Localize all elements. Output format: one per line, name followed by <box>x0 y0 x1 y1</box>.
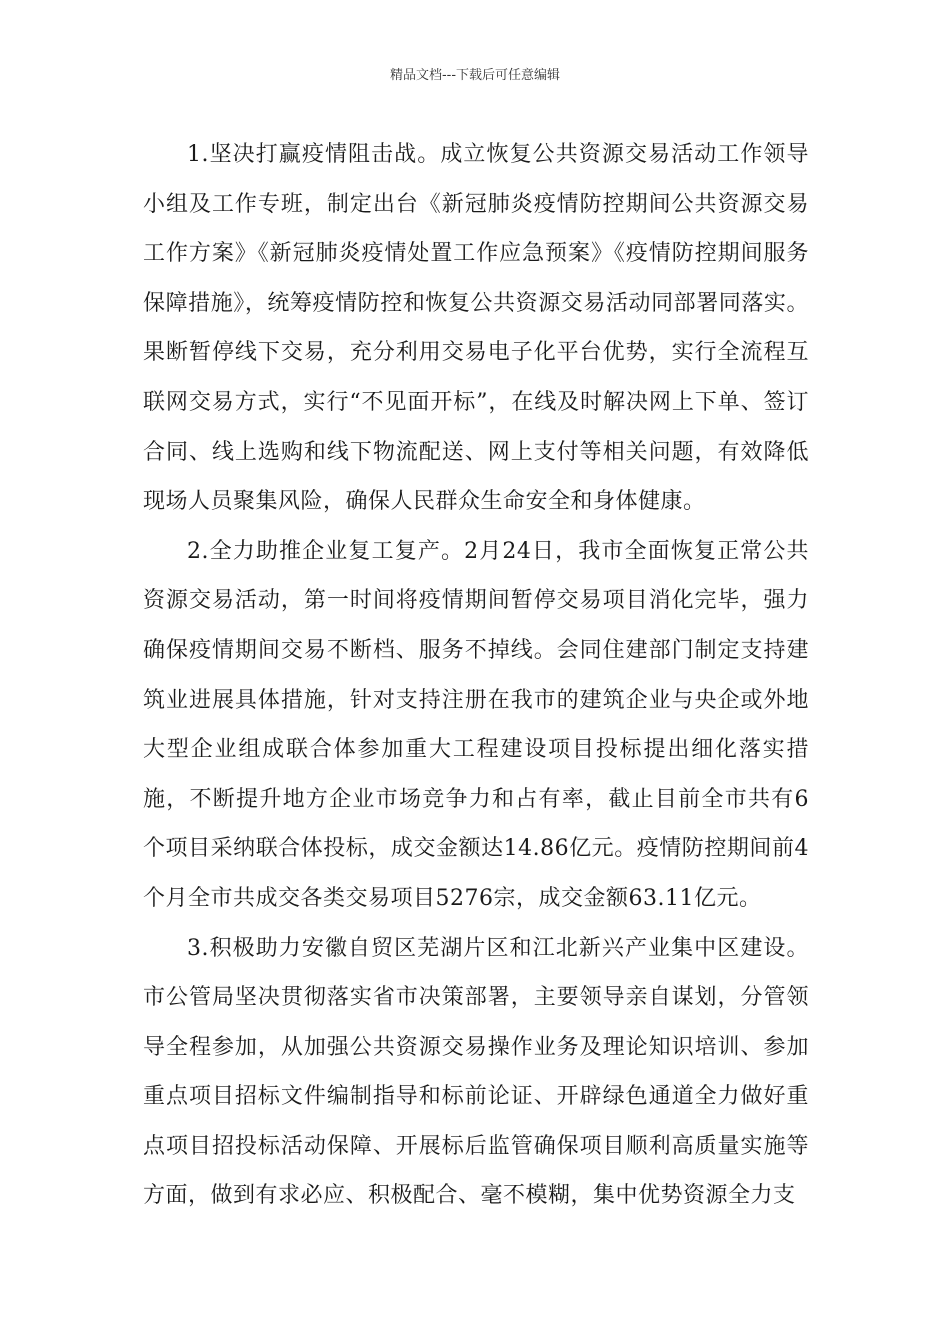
paragraph-2: 2.全力助推企业复工复产。2月24日，我市全面恢复正常公共资源交易活动，第一时间将疫情期间暂停交易项目消化完毕，强力确保疫情期间交易不断档、服务不掉线。会同住建部门制定支持建筑业进展具体措施，针对支持注册在我市的建筑企业与央企或外地大型企业组成联合体参加重大工程建设项目投标提出细化落实措施，不断提升地方企业市场竞争力和占有率，截止目前全市共有6个项目采纳联合体投标，成交金额达14.86亿元。疫情防控期间前4个月全市共成交各类交易项目5276宗，成交金额63.11亿元。 <box>143 538 809 911</box>
document-body <box>143 130 809 1221</box>
paragraph-3: 3.积极助力安徽自贸区芜湖片区和江北新兴产业集中区建设。市公管局坚决贯彻落实省市决策部署，主要领导亲自谋划，分管领导全程参加，从加强公共资源交易操作业务及理论知识培训、参加重点项目招标文件编制指导和标前论证、开辟绿色通道全力做好重点项目招投标活动保障、开展标后监管确保项目顺利高质量实施等方面，做到有求必应、积极配合、毫不模糊，集中优势资源全力支 <box>143 935 809 1209</box>
page-header: 精品文档---下载后可任意编辑 <box>389 68 561 83</box>
paragraph-1: 1.坚决打赢疫情阻击战。成立恢复公共资源交易活动工作领导小组及工作专班，制定出台《新冠肺炎疫情防控期间公共资源交易工作方案》《新冠肺炎疫情处置工作应急预案》《疫情防控期间服务保障措施》，统筹疫情防控和恢复公共资源交易活动同部署同落实。果断暂停线下交易，充分利用交易电子化平台优势，实行全流程互联网交易方式，实行“不见面开标”，在线及时解决网上下单、签订合同、线上选购和线下物流配送、网上支付等相关问题，有效降低现场人员聚集风险，确保人民群众生命安全和身体健康。 <box>143 142 809 515</box>
